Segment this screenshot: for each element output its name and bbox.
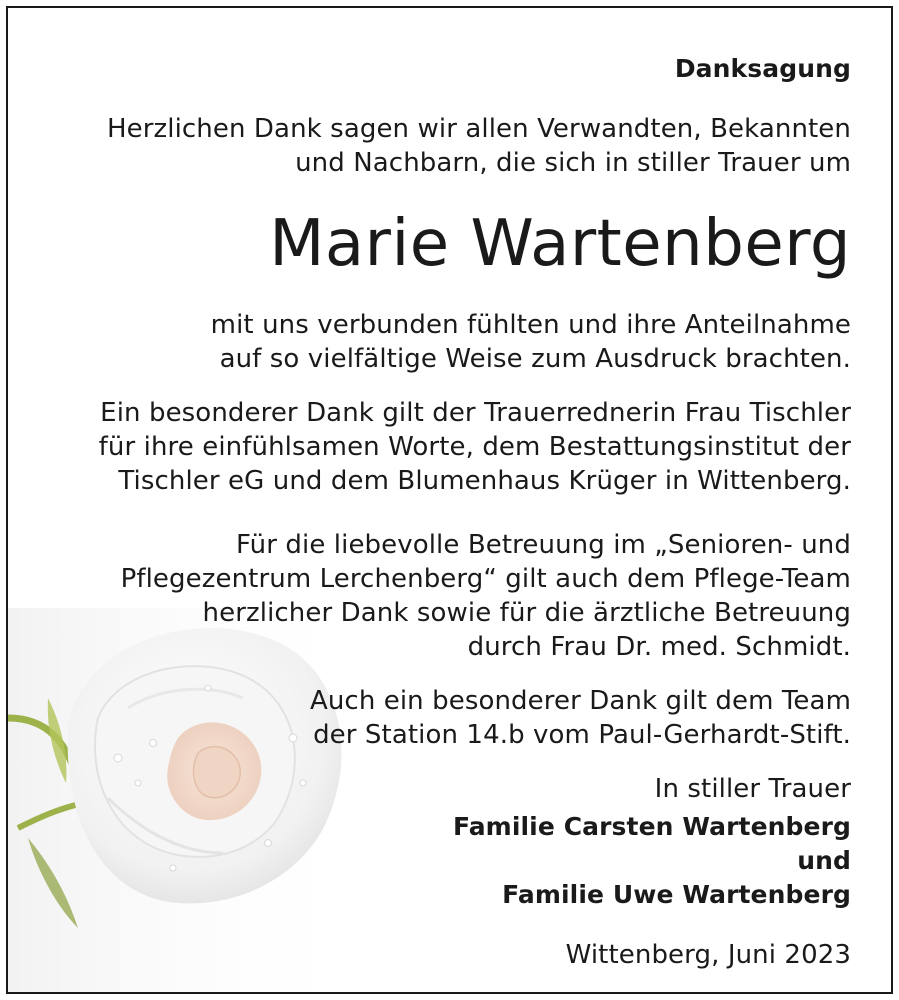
- family-2: Familie Uwe Wartenberg: [502, 880, 851, 909]
- para3-line-4: durch Frau Dr. med. Schmidt.: [467, 632, 851, 662]
- heading: Danksagung: [674, 54, 851, 83]
- place-date: Wittenberg, Juni 2023: [565, 940, 851, 970]
- para1-line-2: auf so vielfältige Weise zum Ausdruck brachten.: [219, 344, 851, 374]
- obituary-card: [6, 6, 893, 994]
- deceased-name: Marie Wartenberg: [269, 207, 851, 281]
- para4-line-2: der Station 14.b vom Paul-Gerhardt-Stift.: [313, 720, 851, 750]
- white-rose-image: [8, 568, 408, 992]
- para3-line-1: Für die liebevolle Betreuung im „Senioren- und: [236, 530, 851, 560]
- intro-line-2: und Nachbarn, die sich in stiller Trauer um: [295, 148, 851, 178]
- family-joiner: und: [797, 846, 851, 875]
- para2-line-1: Ein besonderer Dank gilt der Trauerrednerin Frau Tischler: [100, 398, 851, 428]
- para3-line-2: Pflegezentrum Lerchenberg“ gilt auch dem Pflege-Team: [120, 564, 851, 594]
- family-1: Familie Carsten Wartenberg: [453, 812, 851, 841]
- para1-line-1: mit uns verbunden fühlten und ihre Anteilnahme: [210, 310, 851, 340]
- para2-line-2: für ihre einfühlsamen Worte, dem Bestattungsinstitut der: [98, 432, 851, 462]
- para3-line-3: herzlicher Dank sowie für die ärztliche Betreuung: [202, 598, 851, 628]
- closing: In stiller Trauer: [654, 774, 851, 804]
- para2-line-3: Tischler eG und dem Blumenhaus Krüger in Wittenberg.: [118, 466, 851, 496]
- intro-line-1: Herzlichen Dank sagen wir allen Verwandten, Bekannten: [106, 114, 851, 144]
- para4-line-1: Auch ein besonderer Dank gilt dem Team: [309, 686, 851, 716]
